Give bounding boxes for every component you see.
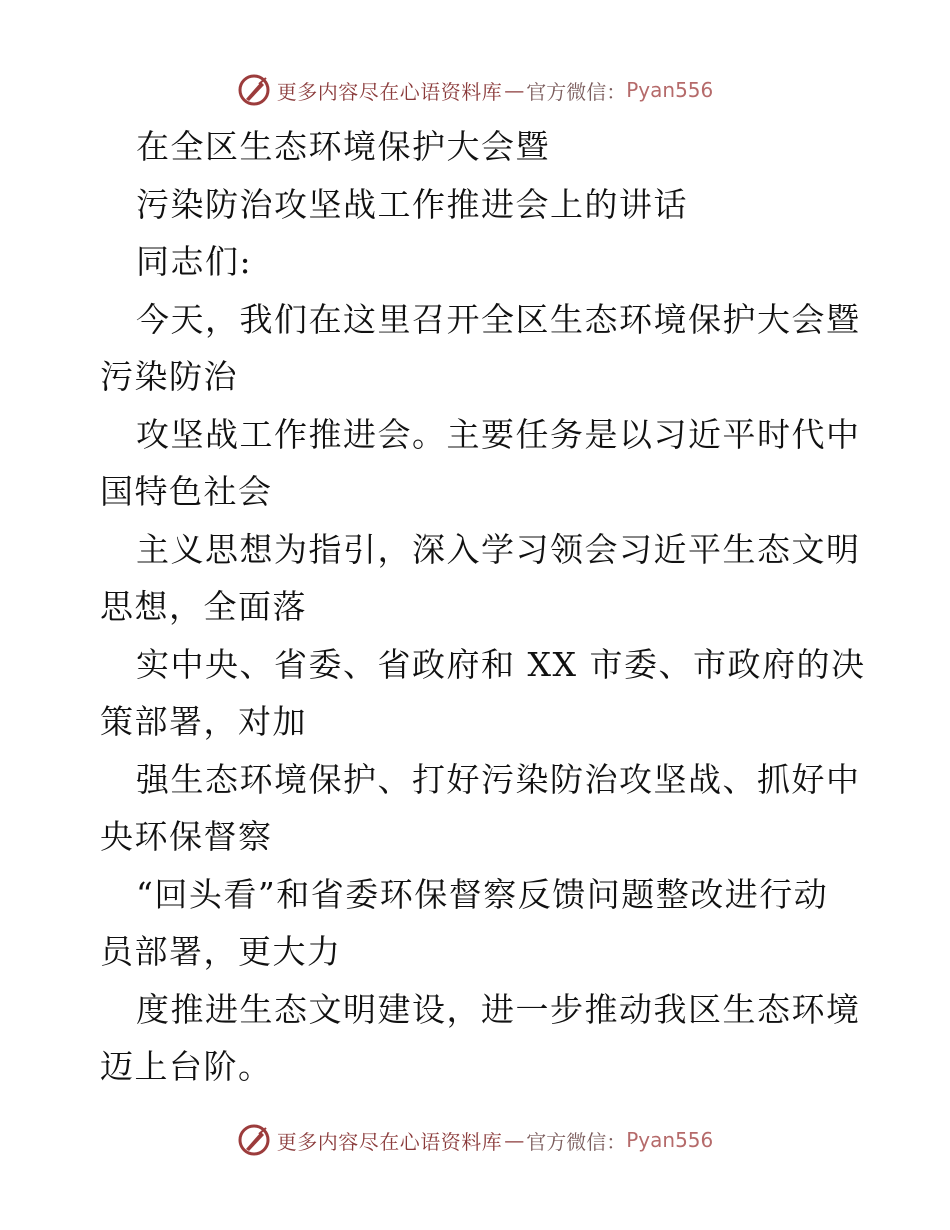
banner-dash: — <box>504 1128 525 1152</box>
banner-wechat-label: 官方微信： <box>526 1129 627 1154</box>
body-line: “回头看”和省委环保督察反馈问题整改进行动 <box>136 874 829 914</box>
banner-title: 更多内容尽在心语资料库 <box>276 1129 503 1154</box>
quill-pen-logo-icon <box>237 73 271 107</box>
banner-dash: — <box>504 78 525 102</box>
body-line: 攻坚战工作推进会。主要任务是以习近平时代中 <box>136 414 861 454</box>
body-paragraph <box>100 291 866 1096</box>
banner-wechat-label: 官方微信： <box>526 79 627 104</box>
body-line: 主义思想为指引，深入学习领会习近平生态文明 <box>136 529 861 569</box>
body-line: 强生态环境保护、打好污染防治攻坚战、抓好中 <box>136 759 861 799</box>
body-line: 今天，我们在这里召开全区生态环境保护大会暨 <box>136 299 861 339</box>
document-title-line-2: 污染防治攻坚战工作推进会上的讲话 <box>136 184 688 224</box>
document-body <box>100 118 866 1096</box>
banner-wechat-id: Pyan556 <box>626 1128 714 1152</box>
body-line: 策部署，对加 <box>100 702 307 741</box>
header-banner <box>0 70 950 110</box>
document-title-line-1: 在全区生态环境保护大会暨 <box>136 127 550 166</box>
greeting: 同志们: <box>136 242 253 281</box>
body-line: 迈上台阶。 <box>100 1047 273 1086</box>
banner-title: 更多内容尽在心语资料库 <box>276 79 503 104</box>
body-line: 污染防治 <box>100 357 238 396</box>
body-line: 度推进生态文明建设，进一步推动我区生态环境 <box>136 989 861 1029</box>
body-line: 国特色社会 <box>100 472 273 511</box>
body-line: 员部署，更大力 <box>100 932 342 971</box>
quill-pen-logo-icon <box>237 1123 271 1157</box>
banner-wechat-id: Pyan556 <box>626 78 714 102</box>
body-line: 思想，全面落 <box>100 587 307 626</box>
footer-banner <box>0 1120 950 1160</box>
body-line: 实中央、省委、省政府和 XX 市委、市政府的决 <box>136 644 866 684</box>
body-line: 央环保督察 <box>100 817 273 856</box>
